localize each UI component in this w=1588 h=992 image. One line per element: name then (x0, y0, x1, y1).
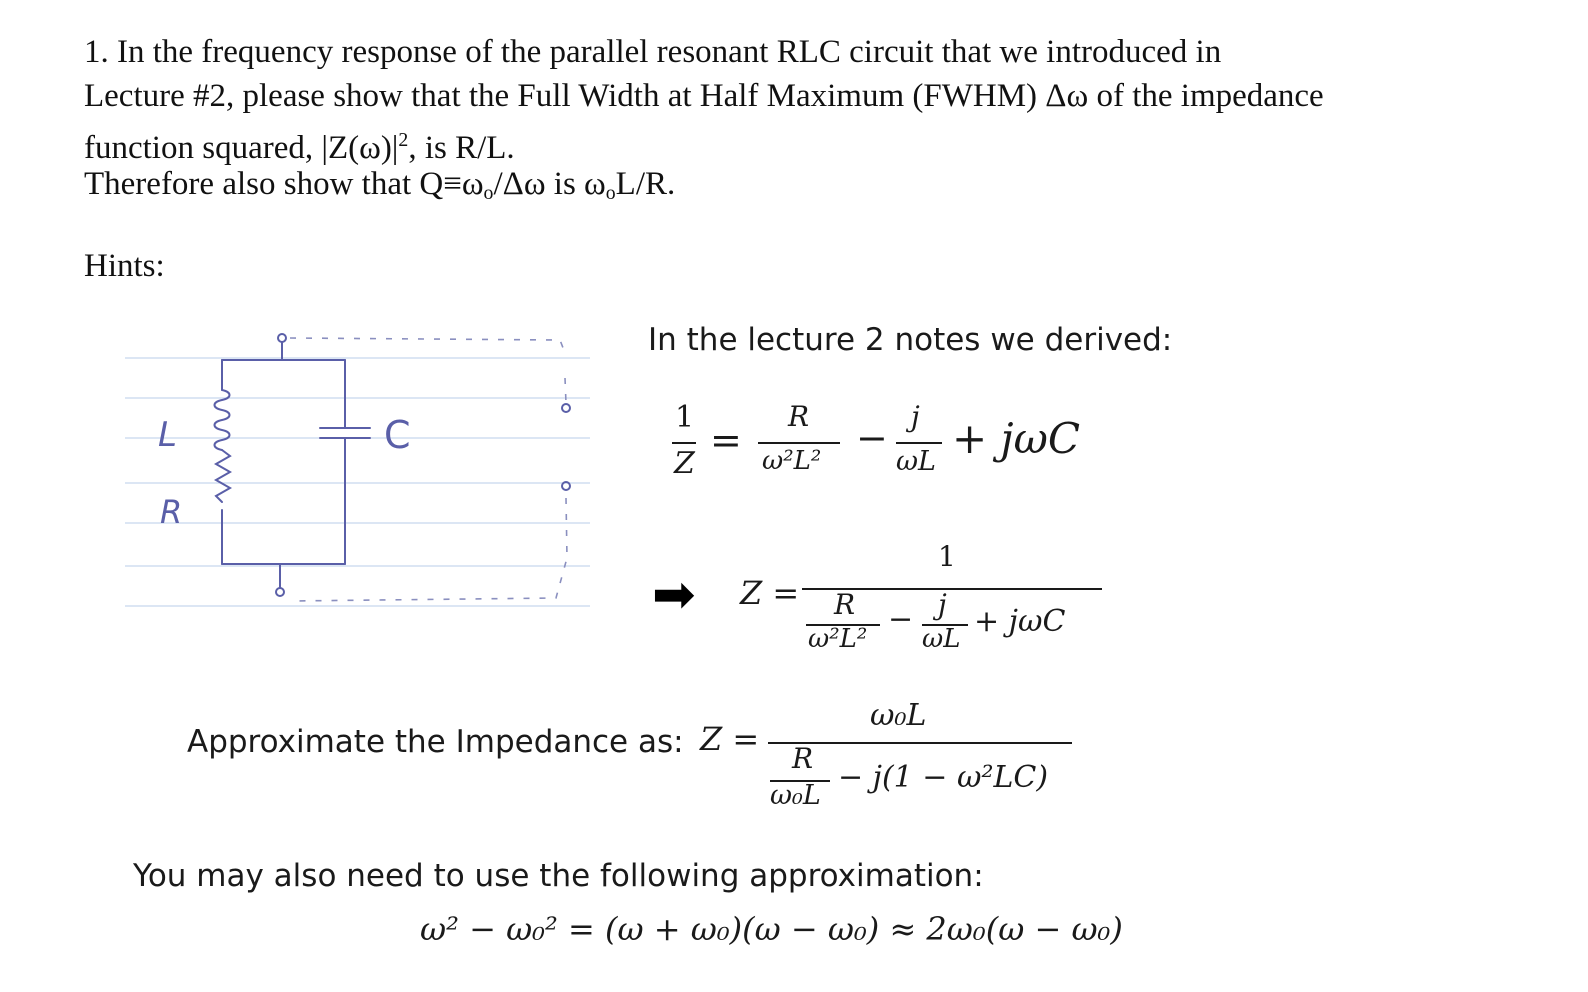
label-C: C (384, 413, 411, 457)
label-L: L (158, 415, 177, 455)
also-label: You may also need to use the following approximation: (133, 858, 984, 894)
bottom-terminal (276, 588, 284, 596)
circuit-sketch (120, 318, 590, 618)
question-line-1: 1. In the frequency response of the parallel resonant RLC circuit that we introduced in (84, 34, 1222, 70)
question-line-4: Therefore also show that $Q\equiv\omega_o/\Delta\omega$ is $\omega_oL/R$. (84, 166, 676, 204)
label-R: R (160, 493, 183, 531)
right-arrow-icon: ➡ (652, 567, 696, 624)
approx-label: Approximate the Impedance as: (187, 724, 684, 760)
question-line-2: Lecture #2, please show that the Full Width at Half Maximum (FWHM) Δω of the impedance (84, 78, 1324, 114)
resistor-zigzag (216, 450, 230, 502)
inductor-coil (215, 390, 230, 450)
hints-label: Hints: (84, 248, 165, 284)
equation-4: ω² − ω₀² = (ω + ω₀)(ω − ω₀) ≈ 2ω₀(ω − ω₀) (420, 910, 1123, 948)
question-line-3: function squared, $|Z(\omega)|^2$, is R/L. (84, 129, 515, 166)
derived-heading: In the lecture 2 notes we derived: (648, 322, 1173, 358)
ruled-lines (125, 358, 590, 606)
top-terminal (278, 334, 286, 342)
equation-2: Z = 1 R ω²L² − j ωL + jωC (740, 540, 1090, 660)
equation-1: 1 Z = R ω²L² − j ωL + jωC (674, 400, 1080, 481)
equation-3: Z = ω₀L R ω₀L − j(1 − ω²LC) (700, 698, 1080, 828)
right-terminal-1 (562, 404, 570, 412)
